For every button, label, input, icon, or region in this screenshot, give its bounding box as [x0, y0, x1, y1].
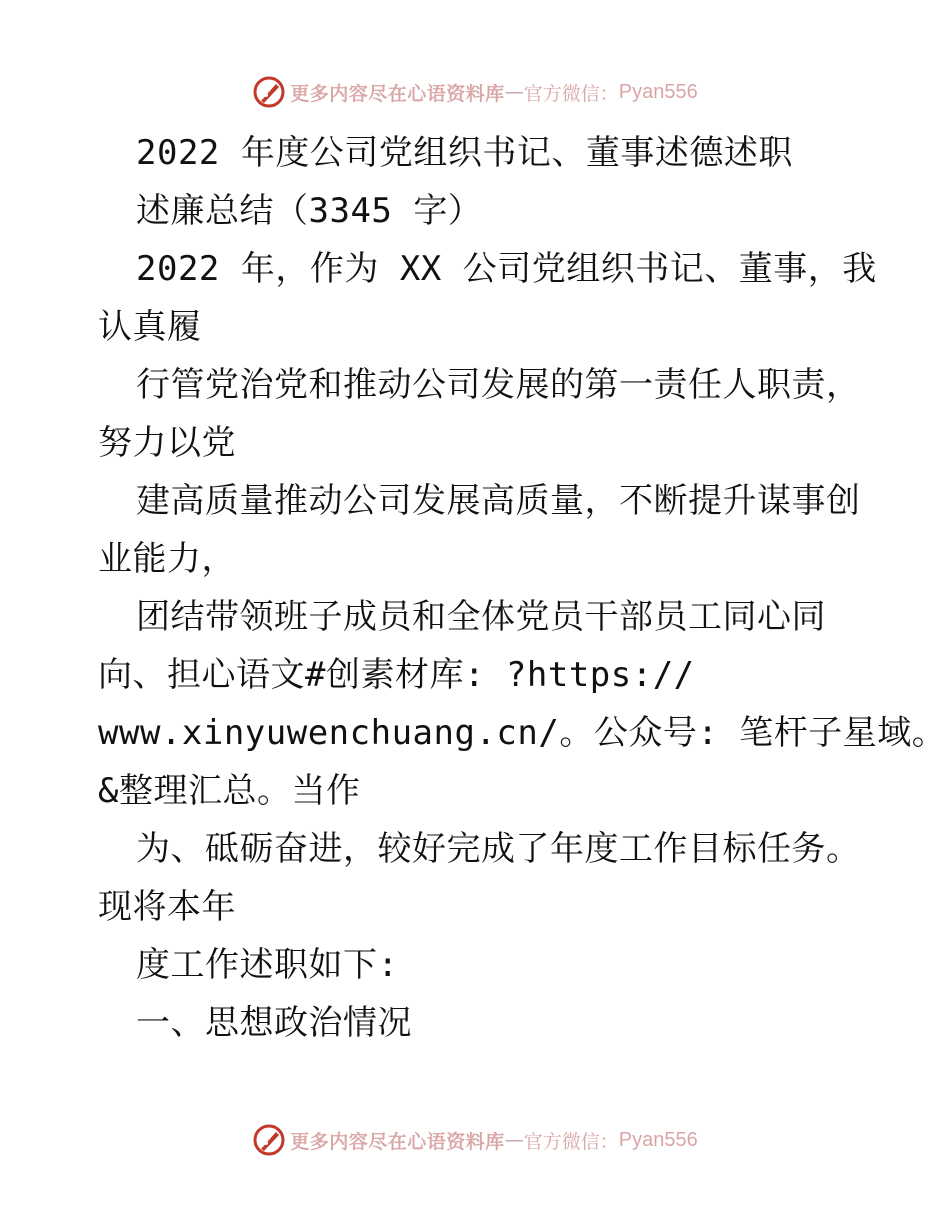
- doc-line: 度工作述职如下:: [136, 945, 399, 985]
- footer-wechat-id: Pyan556: [618, 1128, 698, 1151]
- quill-logo-icon: [252, 1123, 286, 1157]
- doc-line: 述廉总结（3345 字）: [136, 191, 483, 231]
- banner-title: 更多内容尽在心语资料库: [290, 82, 505, 105]
- doc-line: 业能力，: [98, 539, 236, 579]
- doc-line: &整理汇总。当作: [98, 771, 361, 811]
- doc-line: 2022 年度公司党组织书记、董事述德述职: [136, 133, 793, 173]
- header-banner: [0, 72, 950, 112]
- doc-line: 向、担心语文#创素材库: ?https://: [98, 655, 695, 695]
- doc-line: 认真履: [98, 307, 202, 347]
- banner-wechat-id: Pyan556: [618, 80, 698, 103]
- doc-line: 建高质量推动公司发展高质量，不断提升谋事创: [136, 481, 861, 521]
- footer-separator: —: [504, 1129, 524, 1151]
- footer-banner: [0, 1120, 950, 1160]
- document-body: [98, 124, 947, 1052]
- doc-line: www.xinyuwenchuang.cn/。公众号: 笔杆子星域。: [98, 713, 947, 753]
- doc-line: 团结带领班子成员和全体党员干部员工同心同: [136, 597, 826, 637]
- footer-title: 更多内容尽在心语资料库: [290, 1130, 505, 1153]
- doc-line: 现将本年: [98, 887, 236, 927]
- quill-logo-icon: [252, 75, 286, 109]
- doc-line: 一、思想政治情况: [136, 1003, 412, 1043]
- doc-line: 2022 年，作为 XX 公司党组织书记、董事，我: [136, 249, 877, 289]
- doc-line: 努力以党: [98, 423, 236, 463]
- banner-separator: —: [504, 81, 524, 103]
- doc-line: 行管党治党和推动公司发展的第一责任人职责，: [136, 365, 861, 405]
- doc-line: 为、砥砺奋进，较好完成了年度工作目标任务。: [136, 829, 861, 869]
- banner-wechat-label: 官方微信：: [523, 82, 619, 105]
- footer-wechat-label: 官方微信：: [523, 1130, 619, 1153]
